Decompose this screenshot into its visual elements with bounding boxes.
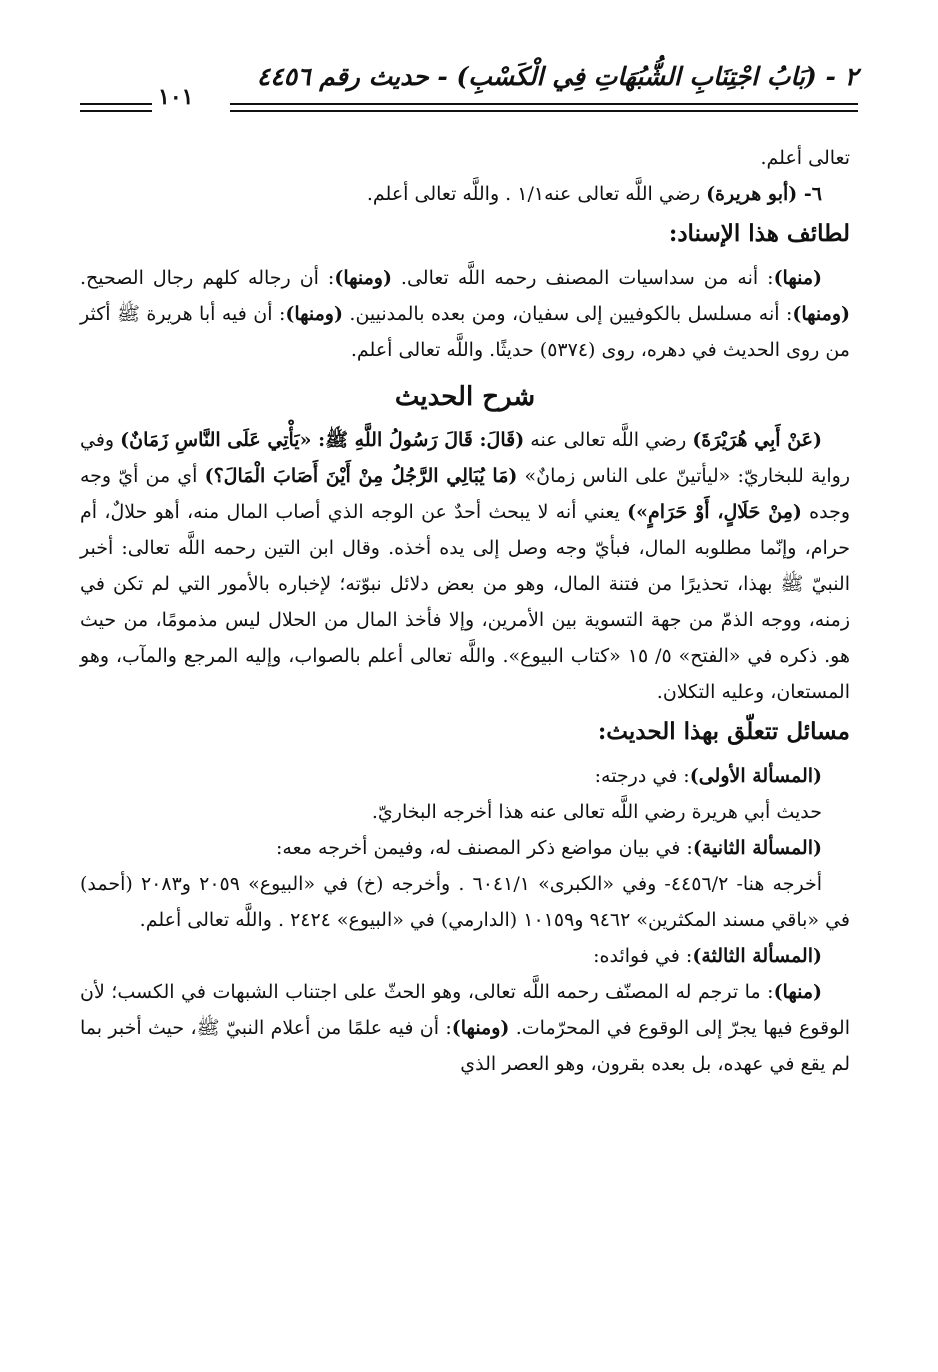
sharh-text-2: وفي رواية للبخاريّ: «ليأتينّ على الناس زمانٌ» xyxy=(80,429,850,487)
masala-2-title-text: : في بيان مواضع ذكر المصنف له، وفيمن أخرجه معه: xyxy=(276,837,693,859)
fawaid-text-2: : أن فيه علمًا من أعلام النبيّ ﷺ، حيث أخبر بما لم يقع في عهده، بل بعده بقرون، وهو العصر الذي xyxy=(80,1017,850,1075)
narrator-text: رضي اللَّه تعالى عنه١/١ . واللَّه تعالى أعلم. xyxy=(366,183,707,205)
sharh-quote-4: (مِنْ حَلَالٍ، أَوْ حَرَامٍ») xyxy=(627,501,802,523)
fawaid-text-1: : ما ترجم له المصنّف رحمه اللَّه تعالى، وهو الحثّ على اجتناب الشبهات في الكسب؛ لأن الوقوع فيها يجرّ إلى الوقوع في المحرّمات. xyxy=(80,981,850,1039)
masala-3-title-text: : في فوائده: xyxy=(593,945,693,967)
lataif-paragraph xyxy=(80,260,850,368)
masala-2-body: أخرجه هنا- ٤٤٥٦/٢- وفي «الكبرى» ٦٠٤١/١ . وأخرجه (خ) في «البيوع» ٢٠٥٩ و٢٠٨٣ (أحمد) في «باقي مسند المكثرين» ٩٤٦٢ و١٠١٥٩ (الدارمي) في «البيوع» ٢٤٢٤ . واللَّه تعالى أعلم. xyxy=(80,873,850,931)
masala-2-title xyxy=(80,830,850,866)
masala-1-title xyxy=(80,758,850,794)
header-rule-right xyxy=(230,103,858,112)
sharh-paragraph xyxy=(80,422,850,710)
lataif-label-3: (ومنها) xyxy=(792,303,850,325)
page-body xyxy=(80,140,850,1082)
fawaid-label-2: (ومنها) xyxy=(451,1017,510,1039)
lataif-heading: لطائف هذا الإسناد: xyxy=(668,220,850,247)
sharh-text-4: يعني أنه لا يبحث أحدٌ عن الوجه الذي أصاب المال منه، أهو حلالٌ، أم حرام، وإنّما مطلوبه المال، فبأيّ وجه وصل إلى يده أخذه. وقال ابن التين رحمه اللَّه تعالى: أخبر النبيّ ﷺ بهذا، تحذيرًا من فتنة المال، وهو من بعض دلائل نبوّته؛ لإخباره بالأمور التي لم تكن في زمنه، ووجه الذمّ من جهة التسوية بين الأمرين، وإلا فأخذ المال من الحلال ليس مذمومًا، من حيث هو. ذكره في «الفتح» ٥/ ١٥ «كتاب البيوع». واللَّه تعالى أعلم بالصواب، وإليه المرجع والمآب، وهو المستعان، وعليه التكلان. xyxy=(80,501,850,703)
sharh-quote-1: (عَنْ أَبِي هُرَيْرَةَ) xyxy=(692,429,822,451)
header-rule-left xyxy=(80,103,152,112)
sharh-text-1: رضي اللَّه تعالى عنه xyxy=(524,429,693,451)
sharh-heading: شرح الحديث xyxy=(394,382,536,412)
masala-1-title-text: : في درجته: xyxy=(594,765,690,787)
lataif-label-4: (ومنها) xyxy=(285,303,343,325)
lataif-label-1: (منها) xyxy=(773,267,822,289)
page-number: ١٠١ xyxy=(158,84,194,110)
masail-heading: مسائل تتعلّق بهذا الحديث: xyxy=(597,718,850,745)
running-title: ٢ - (بَابُ اجْتِنَابِ الشُّبُهَاتِ فِي الْكَسْبِ) - حديث رقم ٤٤٥٦ xyxy=(256,62,858,91)
masala-2-label: (المسألة الثانية) xyxy=(692,837,822,859)
lataif-text-2: : أن رجاله كلهم رجال الصحيح. xyxy=(80,267,335,289)
sharh-text-3: أي من أيّ وجه وجده xyxy=(80,465,850,523)
lataif-text-3: : أنه مسلسل بالكوفيين إلى سفيان، ومن بعده بالمدنيين. xyxy=(342,303,793,325)
sharh-quote-2: (قَالَ: قَالَ رَسُولُ اللَّهِ ﷺ: «يَأْتِي عَلَى النَّاسِ زَمَانٌ) xyxy=(120,429,525,451)
masala-1-label: (المسألة الأولى) xyxy=(689,765,822,787)
fawaid-label-1: (منها) xyxy=(773,981,822,1003)
lataif-text-1: : أنه من سداسيات المصنف رحمه اللَّه تعالى. xyxy=(391,267,774,289)
sharh-quote-3: (مَا يُبَالِي الرَّجُلُ مِنْ أَيْنَ أَصَابَ الْمَالَ؟) xyxy=(204,465,518,487)
intro-line: تعالى أعلم. xyxy=(760,147,850,169)
narrator-label: ٦- (أبو هريرة) xyxy=(706,183,822,205)
page-header xyxy=(80,62,858,122)
narrator-six xyxy=(80,176,850,212)
masala-3-label: (المسألة الثالثة) xyxy=(692,945,822,967)
fawaid-paragraph xyxy=(80,974,850,1082)
lataif-text-4: : أن فيه أبا هريرة ﷺ أكثر من روى الحديث في دهره، روى (٥٣٧٤) حديثًا. واللَّه تعالى أعلم. xyxy=(80,303,850,361)
lataif-label-2: (ومنها) xyxy=(334,267,392,289)
masala-3-title xyxy=(80,938,850,974)
masala-1-body: حديث أبي هريرة رضي اللَّه تعالى عنه هذا أخرجه البخاريّ. xyxy=(371,801,822,823)
